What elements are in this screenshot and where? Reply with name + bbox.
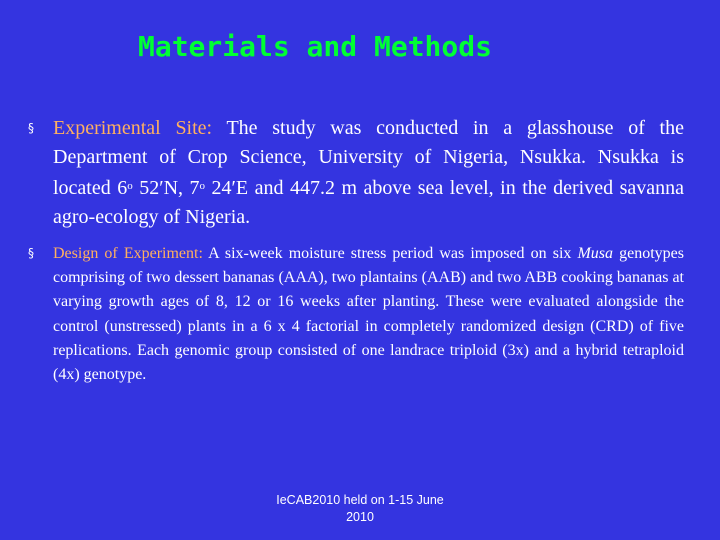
footer-line: IeCAB2010 held on 1-15 June xyxy=(276,493,444,507)
paragraph-text: The study was conducted in a glasshouse of the Department of Crop Science, University of Nigeria, Nsukka. Nsukka is located 6 xyxy=(53,117,684,199)
footer-line: 2010 xyxy=(346,510,374,524)
degree-symbol: o xyxy=(199,180,206,192)
section-label: Experimental Site: xyxy=(53,117,213,139)
slide-title: Materials and Methods xyxy=(137,30,492,63)
paragraph-text: 24′E and 447.2 m above sea level, in the derived savanna agro-ecology of Nigeria. xyxy=(53,177,684,228)
bullet-icon: § xyxy=(28,246,34,260)
section-label: Design of Experiment: xyxy=(53,245,203,262)
bullet-icon: § xyxy=(28,121,34,135)
design-of-experiment-paragraph xyxy=(53,242,684,387)
paragraph-text: genotypes comprising of two dessert bananas (AAA), two plantains (AAB) and two ABB cooking bananas at varying growth ages of 8, 12 or 16 weeks after planting. These were evaluated alongside the control (unstressed) plants in a 6 x 4 factorial in completely randomized design (CRD) of five replications. Each genomic group consisted of one landrace triploid (3x) and a hybrid tetraploid (4x) genotype. xyxy=(53,245,684,384)
experimental-site-paragraph xyxy=(53,114,684,232)
paragraph-text: 52′N, 7 xyxy=(132,177,200,199)
paragraph-text: A six-week moisture stress period was imposed on six xyxy=(202,245,578,262)
italic-genus: Musa xyxy=(577,245,614,262)
slide-footer xyxy=(250,492,470,526)
degree-symbol: o xyxy=(127,180,133,192)
